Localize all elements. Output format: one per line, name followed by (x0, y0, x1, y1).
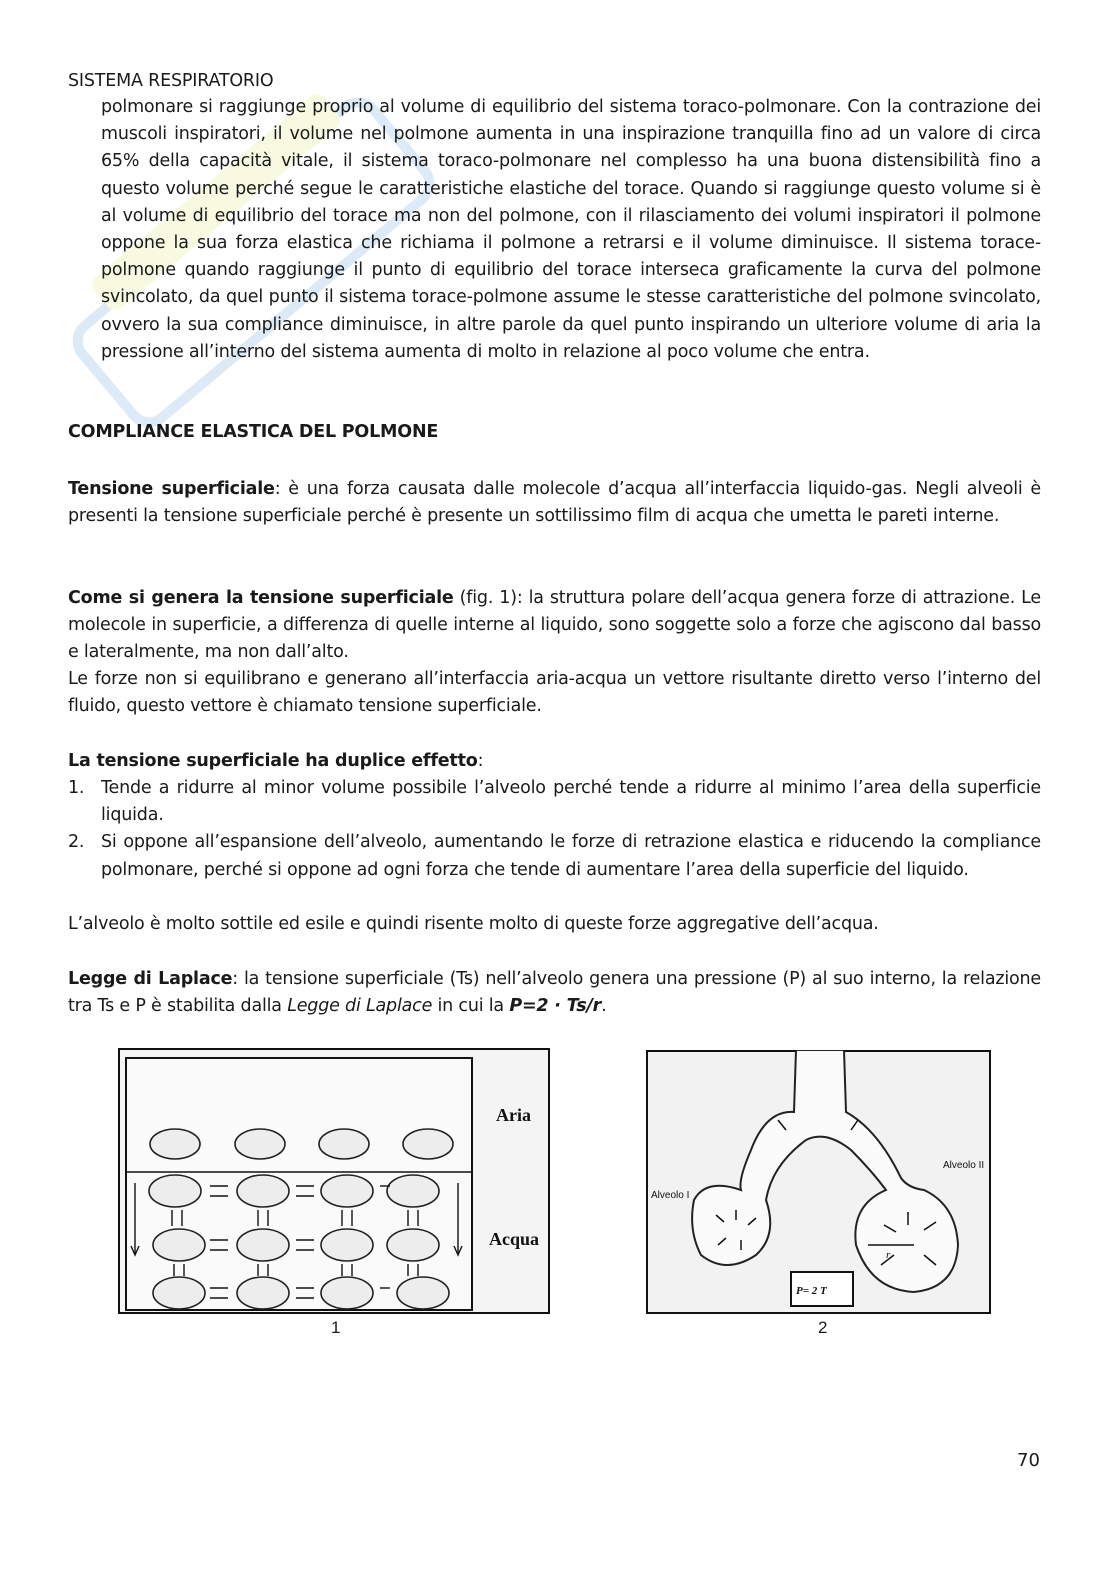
laplace-text-a: : la tensione superficiale (Ts) nell’alveolo genera una pressione (P) al suo interno, la relazione tra Ts e P è stabilita dalla (68, 969, 1041, 1017)
list-text: Tende a ridurre al minor volume possibile l’alveolo perché tende a ridurre al minimo l’area della superficie liquida. (101, 778, 1041, 826)
genera-term: Come si genera la tensione superficiale (68, 588, 454, 608)
figure-2-radius-label: r (886, 1249, 891, 1261)
effetto-list (68, 775, 1041, 884)
tension-term: Tensione superficiale (68, 479, 275, 499)
figure-2-label-alv2: Alveolo II (943, 1160, 985, 1171)
effetto-colon: : (477, 751, 484, 771)
figure-2-formula-box: P= 2 T (796, 1285, 827, 1297)
figure-2-caption: 2 (818, 1318, 828, 1337)
laplace-law-name: Legge di Laplace (287, 996, 433, 1017)
list-text: Si oppone all’espansione dell’alveolo, aumentando le forze di retrazione elastica e riducendo la compliance polmonare, perché si oppone ad ogni forza che tende di aumentare l’area della superficie del liquido. (101, 832, 1041, 880)
laplace-term: Legge di Laplace (68, 969, 233, 989)
figure-2-label-alv1: Alveolo I (651, 1190, 690, 1201)
page-number: 70 (1017, 1450, 1040, 1471)
genera-paragraph (68, 585, 1041, 667)
list-number: 2. (68, 832, 85, 853)
alveolo-paragraph: L’alveolo è molto sottile ed esile e quindi risente molto di queste forze aggregative dell’acqua. (68, 914, 879, 934)
effetto-term: La tensione superficiale ha duplice effetto (68, 751, 478, 771)
figure-1-label-water: Acqua (489, 1229, 540, 1249)
effetto-title (68, 748, 1041, 775)
laplace-text-c: . (601, 996, 607, 1017)
list-number: 1. (68, 778, 85, 798)
tension-text: : è una forza causata dalle molecole d’acqua all’interfaccia liquido-gas. Negli alveoli è presenti la tensione superficiale perché è presente un sottilissimo film di acqua che umetta le pareti interne. (68, 479, 1041, 527)
genera-text: (fig. 1): la struttura polare dell’acqua genera forze di attrazione. Le molecole in superficie, a differenza di quelle interne al liquido, sono soggette solo a forze che agiscono dal basso e lateralmente, ma non dall’alto. (68, 588, 1041, 663)
laplace-text-b: in cui la (432, 996, 510, 1017)
figure-1-label-air: Aria (496, 1105, 531, 1125)
list-item (68, 829, 1041, 883)
forze-paragraph: Le forze non si equilibrano e generano all’interfaccia aria-acqua un vettore risultante diretto verso l’interno del fluido, questo vettore è chiamato tensione superficiale. (68, 669, 1041, 717)
section-title: COMPLIANCE ELASTICA DEL POLMONE (68, 422, 439, 442)
tension-paragraph (68, 476, 1041, 530)
laplace-formula: P=2 · Ts/r (509, 996, 602, 1017)
intro-paragraph: polmonare si raggiunge proprio al volume di equilibrio del sistema toraco-polmonare. Con la contrazione dei muscoli inspiratori, il volume nel polmone aumenta in una inspirazione tranquilla fino ad un valore di circa 65% della capacità vitale, il sistema toraco-polmonare nel complesso ha una buona distensibilità fino a questo volume perché segue le caratteristiche elastiche del torace. Quando si raggiunge questo volume si è al volume di equilibrio del torace ma non del polmone, con il rilasciamento dei volumi inspiratori il polmone oppone la sua forza elastica che richiama il polmone a retrarsi e il volume diminuisce. Il sistema torace-polmone quando raggiunge il punto di equilibrio del torace interseca graficamente la curva del polmone svincolato, da quel punto il sistema torace-polmone assume le stesse caratteristiche del polmone svincolato, ovvero la sua compliance diminuisce, in altre parole da quel punto inspirando un ulteriore volume di aria la pressione all’interno del sistema aumenta di molto in relazione al poco volume che entra. (101, 97, 1041, 362)
list-item (68, 775, 1041, 829)
figure-1-caption: 1 (331, 1318, 341, 1337)
figure-1-surface-tension (118, 1048, 550, 1314)
running-title: SISTEMA RESPIRATORIO (68, 71, 274, 91)
figure-2-laplace-alveoli (646, 1050, 991, 1314)
laplace-paragraph (68, 966, 1041, 1020)
